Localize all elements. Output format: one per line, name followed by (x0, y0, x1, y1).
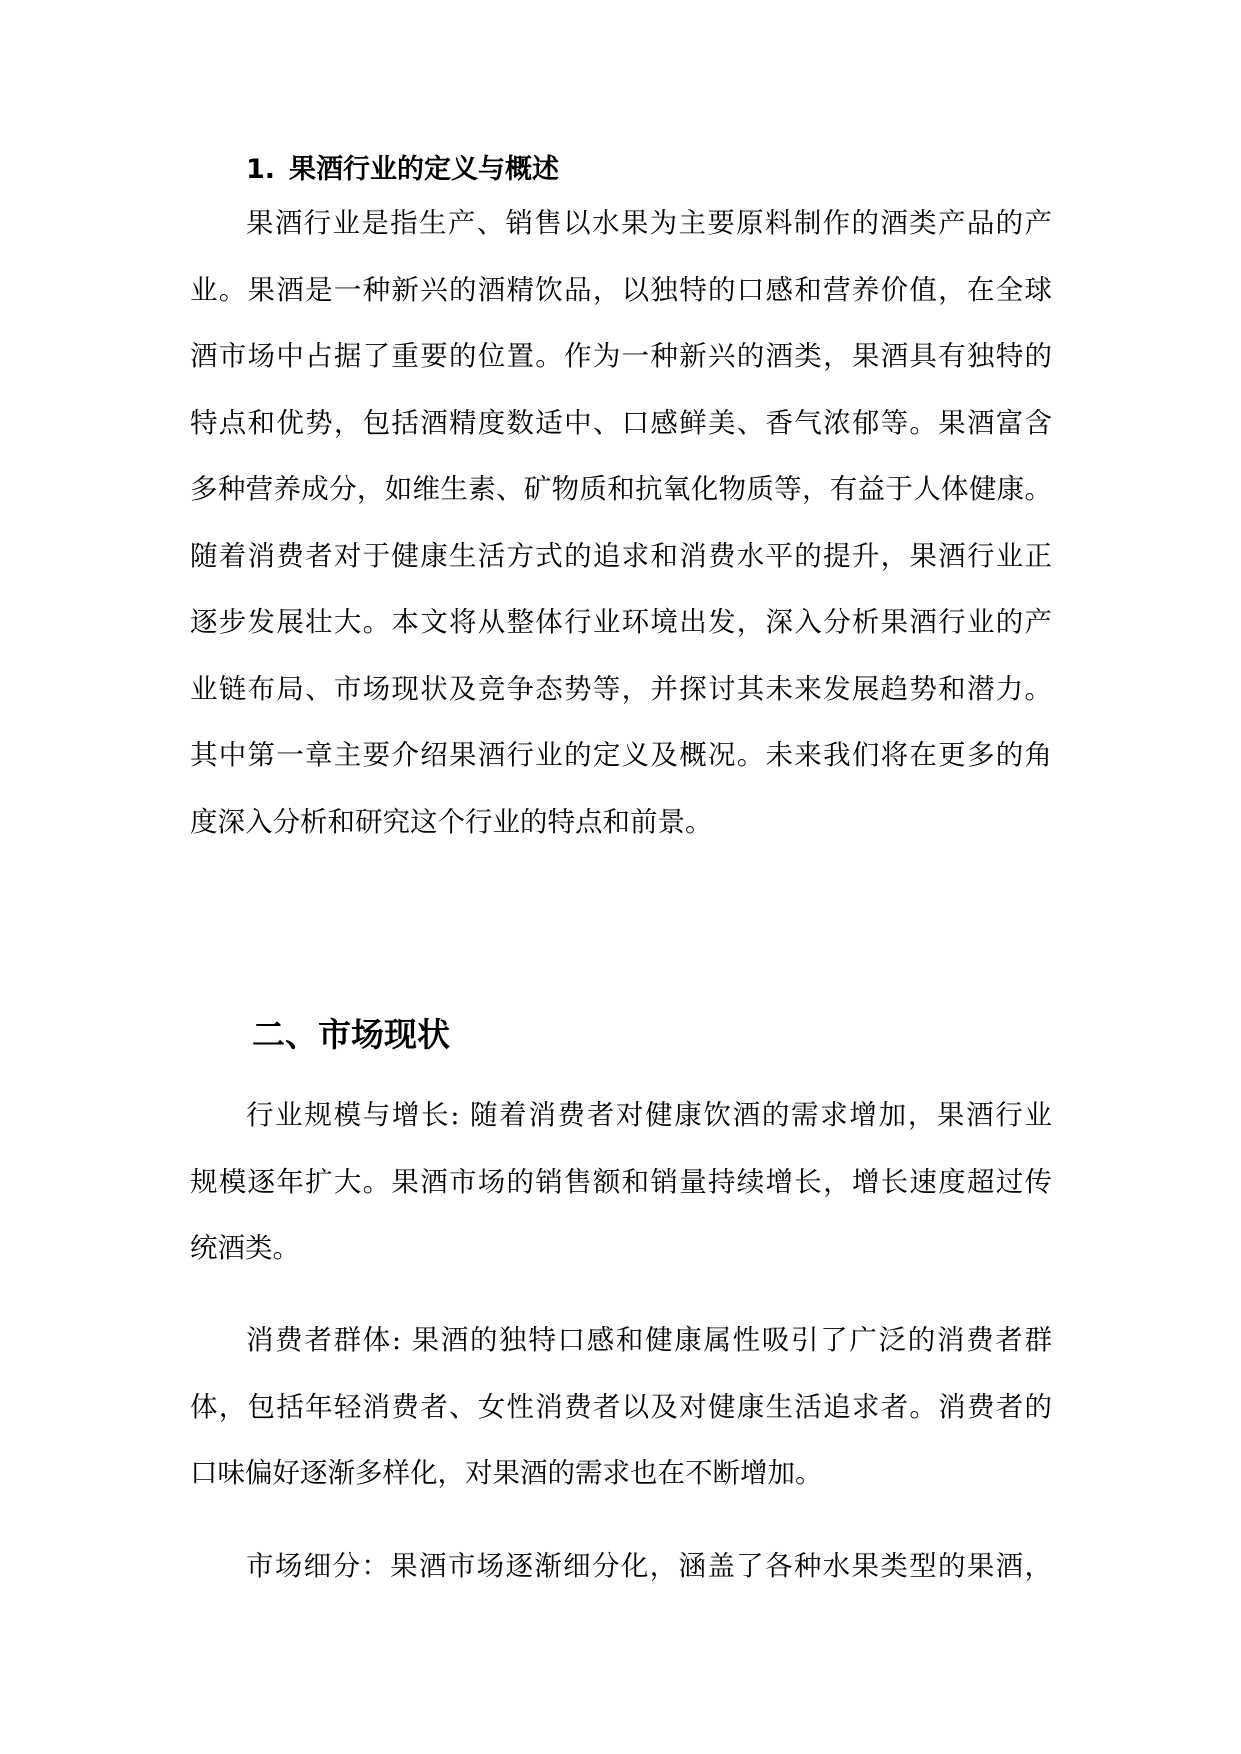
subsection-title: 果酒行业的定义与概述 (289, 154, 560, 185)
paragraph-line: 度深入分析和研究这个行业的特点和前景。 (190, 806, 713, 838)
paragraph-line: 业链布局、市场现状及竞争态势等，并探讨其未来发展趋势和潜力。 (190, 673, 1052, 705)
paragraph-line: 行业规模与增长: 随着消费者对健康饮酒的需求增加，果酒行业 (246, 1099, 1052, 1131)
paragraph-line: 果酒行业是指生产、销售以水果为主要原料制作的酒类产品的产 (246, 207, 1052, 239)
paragraph-line: 口味偏好逐渐多样化，对果酒的需求也在不断增加。 (190, 1457, 823, 1489)
paragraph-line: 统酒类。 (190, 1232, 300, 1264)
paragraph-line: 逐步发展壮大。本文将从整体行业环境出发，深入分析果酒行业的产 (190, 606, 1052, 638)
section-heading: 二、市场现状 (252, 1015, 450, 1054)
paragraph-line: 规模逐年扩大。果酒市场的销售额和销量持续增长，增长速度超过传 (190, 1166, 1052, 1198)
paragraph-line: 随着消费者对于健康生活方式的追求和消费水平的提升，果酒行业正 (190, 540, 1052, 572)
paragraph-line: 体，包括年轻消费者、女性消费者以及对健康生活追求者。消费者的 (190, 1391, 1052, 1423)
paragraph-line: 业。果酒是一种新兴的酒精饮品，以独特的口感和营养价值，在全球 (190, 274, 1052, 306)
subsection-heading (246, 150, 559, 190)
subsection-number: 1. (246, 154, 276, 185)
paragraph-line: 市场细分：果酒市场逐渐细分化，涵盖了各种水果类型的果酒， (246, 1550, 1052, 1582)
paragraph-line: 其中第一章主要介绍果酒行业的定义及概况。未来我们将在更多的角 (190, 739, 1052, 771)
paragraph-line: 特点和优势，包括酒精度数适中、口感鲜美、香气浓郁等。果酒富含 (190, 407, 1052, 439)
paragraph-line: 多种营养成分，如维生素、矿物质和抗氧化物质等，有益于人体健康。 (190, 473, 1052, 505)
paragraph-line: 酒市场中占据了重要的位置。作为一种新兴的酒类，果酒具有独特的 (190, 340, 1052, 372)
paragraph-line: 消费者群体: 果酒的独特口感和健康属性吸引了广泛的消费者群 (246, 1324, 1052, 1356)
